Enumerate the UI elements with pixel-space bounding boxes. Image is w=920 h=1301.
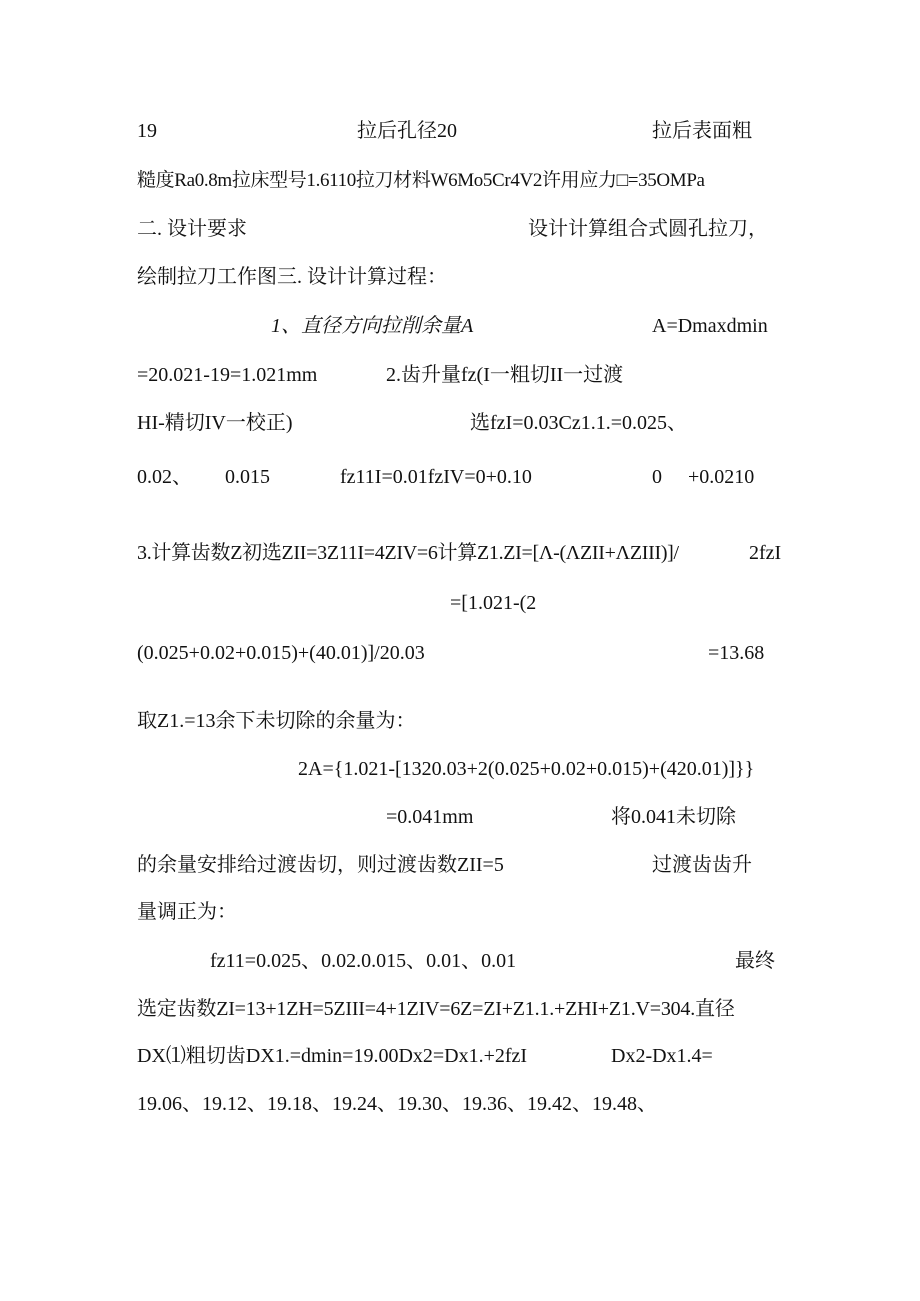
- text-line: 2.齿升量fz(I一粗切II一过渡: [386, 364, 624, 386]
- text-line: 将0.041未切除: [611, 806, 736, 828]
- text-line: 最终: [735, 950, 775, 972]
- text-line: 拉后表面粗: [652, 120, 752, 142]
- text-line: =[1.021-(2: [450, 592, 537, 614]
- text-line: 量调正为：: [137, 901, 237, 923]
- text-line: =13.68: [708, 642, 765, 664]
- text-line: 选fzI=0.03Cz1.1.=0.025、: [470, 412, 687, 434]
- text-line: 设计计算组合式圆孔拉刀，: [528, 218, 768, 240]
- text-line: 1、直径方向拉削余量A: [271, 315, 474, 337]
- text-line: HI-精切IV一校正): [137, 412, 293, 434]
- text-line: 19.06、19.12、19.18、19.24、19.30、19.36、19.42、19.48、: [137, 1093, 657, 1115]
- text-line: 3.计算齿数Z初选ZII=3Z11I=4ZIV=6计算Z1.ZI=[Λ-(ΛZII+ΛZIII)]/: [137, 542, 679, 564]
- text-line: 2fzI: [749, 542, 782, 564]
- formula-line: 2A={1.021-[1320.03+2(0.025+0.02+0.015)+(420.01)]}}: [298, 758, 755, 780]
- text-line: A=Dmaxdmin: [652, 315, 768, 337]
- text-line: 0.015: [225, 466, 270, 488]
- text-line: +0.0210: [688, 466, 755, 488]
- text-line: 19: [137, 120, 157, 142]
- text-line: 的余量安排给过渡齿切，则过渡齿数ZII=5: [137, 854, 504, 876]
- text-line: fz11I=0.01fzIV=0+0.10: [340, 466, 532, 488]
- text-line: (0.025+0.02+0.015)+(40.01)]/20.03: [137, 642, 425, 664]
- text-line: 0: [652, 466, 662, 488]
- text-line: fz11=0.025、0.02.0.015、0.01、0.01: [210, 950, 517, 972]
- text-line: 糙度Ra0.8m拉床型号1.6110拉刀材料W6Mo5Cr4V2许用应力□=35OMPa: [137, 170, 705, 191]
- text-line: =20.021-19=1.021mm: [137, 364, 318, 386]
- text-line: 过渡齿齿升: [652, 854, 752, 876]
- text-line: 绘制拉刀工作图三. 设计计算过程：: [137, 266, 447, 288]
- section-heading: 二. 设计要求: [137, 218, 247, 240]
- text-line: DX⑴粗切齿DX1.=dmin=19.00Dx2=Dx1.+2fzI: [137, 1045, 528, 1067]
- text-line: Dx2-Dx1.4=: [611, 1045, 713, 1067]
- text-line: 选定齿数ZI=13+1ZH=5ZIII=4+1ZIV=6Z=ZI+Z1.1.+ZHI+Z1.V=304.直径: [137, 998, 735, 1020]
- text-line: 取Z1.=13余下未切除的余量为：: [137, 710, 416, 732]
- text-line: 0.02、: [137, 466, 192, 488]
- text-line: =0.041mm: [386, 806, 474, 828]
- text-line: 拉后孔径20: [357, 120, 457, 142]
